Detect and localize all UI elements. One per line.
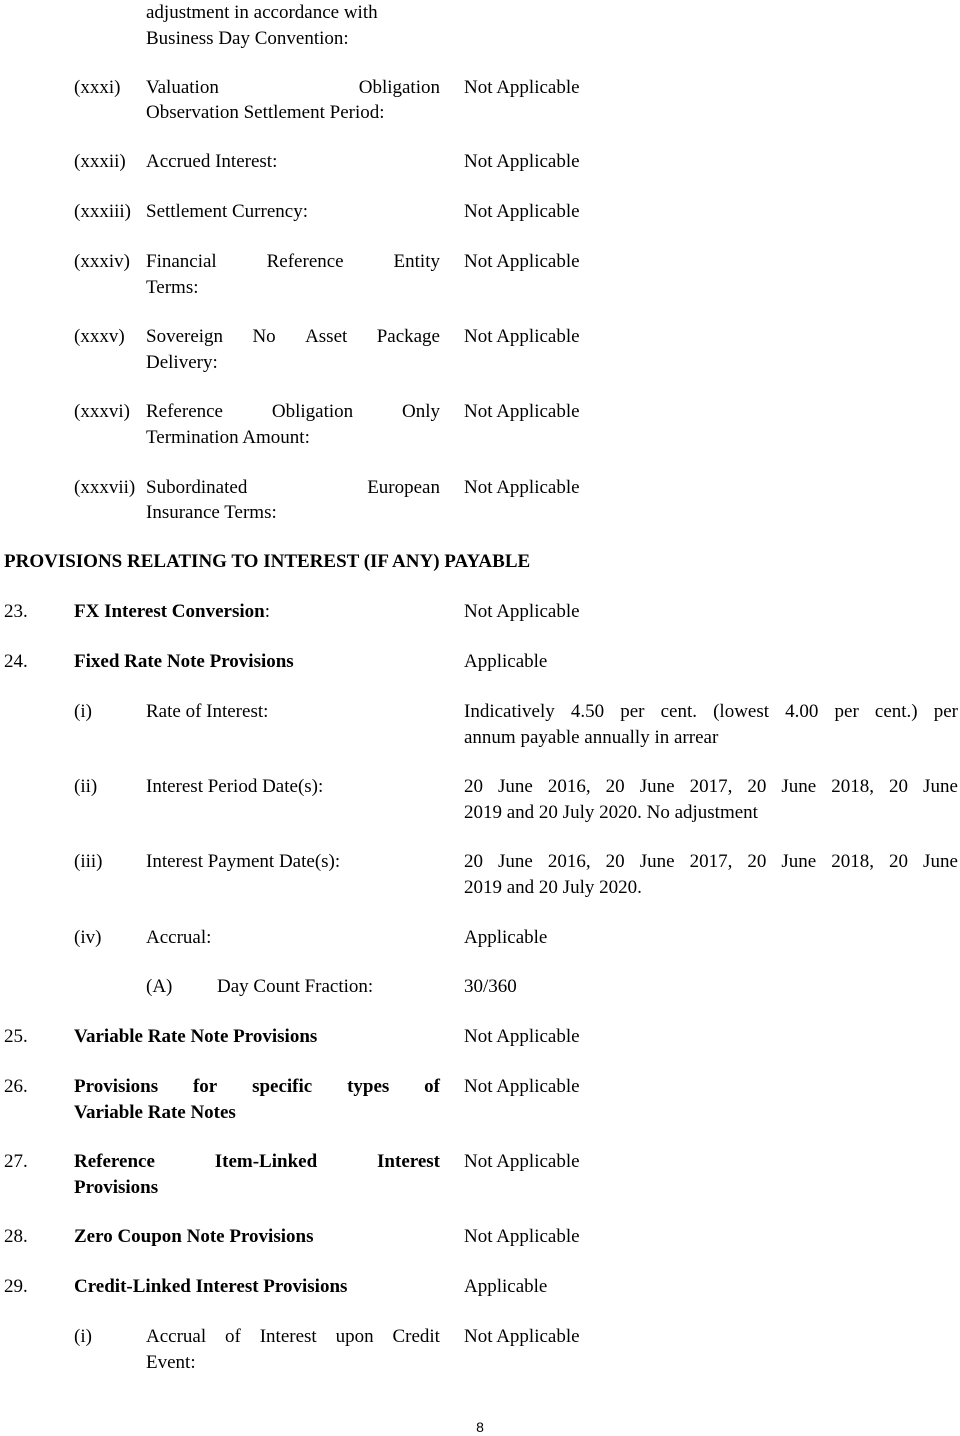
item-number: (xxxvi): [74, 401, 130, 422]
word: June: [639, 776, 675, 797]
word: 20: [464, 851, 483, 872]
word: 2017,: [689, 851, 733, 872]
item-number: 25.: [4, 1026, 28, 1047]
subitem-value: Applicable: [464, 927, 548, 948]
subitem-value-line1: [464, 699, 958, 725]
subitem-value-line2: annum payable annually in arrear: [464, 727, 719, 748]
item-label-line1: [146, 249, 440, 275]
subitem-label: Rate of Interest:: [146, 701, 269, 722]
word: 20: [605, 776, 625, 797]
item-number: 26.: [4, 1076, 28, 1097]
item-label: Accrued Interest:: [146, 151, 278, 172]
word: 20: [605, 851, 625, 872]
word: June: [498, 851, 533, 872]
word: Entity: [393, 251, 440, 272]
label-colon: :: [264, 601, 270, 622]
subitem-number: (i): [74, 701, 92, 722]
item-number: 28.: [4, 1226, 28, 1247]
word: Interest: [259, 1326, 317, 1347]
item-label-line2: Termination Amount:: [146, 427, 310, 448]
word: June: [923, 851, 958, 872]
item-number: 27.: [4, 1151, 28, 1172]
item-label-line1: [146, 399, 440, 425]
word: Only: [402, 401, 440, 422]
word: June: [498, 776, 533, 797]
item-number: (xxxiv): [74, 251, 130, 272]
item-number: 29.: [4, 1276, 28, 1297]
item-label-line2: Provisions: [74, 1177, 159, 1198]
word: 20: [464, 776, 483, 797]
word: types: [347, 1076, 390, 1097]
word: of: [424, 1076, 440, 1097]
word: (lowest: [713, 701, 770, 722]
subitem-label: Accrual:: [146, 927, 212, 948]
item-label: Fixed Rate Note Provisions: [74, 651, 294, 672]
label-bold: FX Interest Conversion: [74, 601, 265, 622]
item-number: 23.: [4, 601, 28, 622]
word: Package: [376, 326, 440, 347]
item-label: Credit-Linked Interest Provisions: [74, 1276, 348, 1297]
word: Credit: [392, 1326, 440, 1347]
item-value: Not Applicable: [464, 151, 580, 172]
subitem-number: (i): [74, 1326, 92, 1347]
item-value: Not Applicable: [464, 201, 580, 222]
subsubitem-number: (A): [146, 976, 173, 997]
item-number: (xxxvii): [74, 477, 136, 498]
item-value: Not Applicable: [464, 477, 580, 498]
subitem-value-line2: 2019 and 20 July 2020.: [464, 877, 642, 898]
item-label-line1: [74, 1074, 440, 1100]
word: Indicatively: [464, 701, 555, 722]
word: No: [252, 326, 276, 347]
word: 20: [747, 851, 767, 872]
word: cent.): [874, 701, 918, 722]
item-label-line1: [146, 475, 440, 501]
subitem-value-line1: [464, 849, 958, 875]
word: 4.50: [570, 701, 605, 722]
word: Reference: [74, 1151, 155, 1172]
item-value: Applicable: [464, 651, 548, 672]
section-heading: PROVISIONS RELATING TO INTEREST (IF ANY) PAYABLE: [4, 551, 531, 572]
subitem-value-line2: 2019 and 20 July 2020. No adjustment: [464, 802, 758, 823]
item-label: Zero Coupon Note Provisions: [74, 1226, 314, 1247]
word: 20: [889, 776, 909, 797]
item-value: Not Applicable: [464, 326, 580, 347]
subitem-number: (ii): [74, 776, 98, 797]
subitem-label: Interest Payment Date(s):: [146, 851, 341, 872]
word: upon: [335, 1326, 374, 1347]
item-label: Settlement Currency:: [146, 201, 308, 222]
item-value: Applicable: [464, 1276, 548, 1297]
subitem-number: (iv): [74, 927, 102, 948]
item-value: Not Applicable: [464, 1076, 580, 1097]
item-label: Variable Rate Note Provisions: [74, 1026, 318, 1047]
item-number: 24.: [4, 651, 28, 672]
word: June: [923, 776, 958, 797]
word: European: [367, 477, 440, 498]
subitem-label: Interest Period Date(s):: [146, 776, 324, 797]
subitem-label-line2: Event:: [146, 1352, 196, 1373]
item-label-line2: Terms:: [146, 277, 199, 298]
word: 4.00: [785, 701, 819, 722]
word: 2018,: [831, 776, 874, 797]
word: Valuation: [146, 77, 219, 98]
word: Asset: [305, 326, 348, 347]
word: per: [620, 701, 645, 722]
item-number: (xxxiii): [74, 201, 131, 222]
word: 2016,: [547, 851, 591, 872]
subitem-value: Not Applicable: [464, 1326, 580, 1347]
word: Item-Linked: [214, 1151, 318, 1172]
word: Sovereign: [146, 326, 224, 347]
word: Financial: [146, 251, 217, 272]
word: adjustment in accordance with: [146, 2, 378, 23]
subsubitem-label: Day Count Fraction:: [217, 976, 374, 997]
item-number: (xxxii): [74, 151, 126, 172]
word: per: [834, 701, 859, 722]
word: Reference: [266, 251, 344, 272]
item-value: Not Applicable: [464, 601, 580, 622]
word: Interest: [377, 1151, 440, 1172]
subsubitem-value: 30/360: [464, 976, 517, 997]
item-label: [74, 599, 270, 625]
word: June: [781, 776, 817, 797]
word: 20: [747, 776, 767, 797]
page-number: 8: [476, 1419, 484, 1435]
item-label-line2: Variable Rate Notes: [74, 1102, 236, 1123]
item-label-line1: [74, 1149, 440, 1175]
item-number: (xxxv): [74, 326, 125, 347]
item-label-line1: [146, 324, 440, 350]
word: 20: [889, 851, 909, 872]
word: Subordinated: [146, 477, 248, 498]
item-value: Not Applicable: [464, 1151, 580, 1172]
word: specific: [252, 1076, 313, 1097]
continuation-line-2: Business Day Convention:: [146, 28, 349, 49]
item-value: Not Applicable: [464, 401, 580, 422]
item-label-line2: Delivery:: [146, 352, 218, 373]
word: for: [192, 1076, 218, 1097]
word: Obligation: [358, 77, 440, 98]
item-value: Not Applicable: [464, 1226, 580, 1247]
word: 2016,: [547, 776, 591, 797]
word: June: [639, 851, 675, 872]
word: of: [225, 1326, 241, 1347]
word: 2018,: [831, 851, 874, 872]
word: cent.: [660, 701, 697, 722]
word: Provisions: [74, 1076, 159, 1097]
item-number: (xxxi): [74, 77, 121, 98]
item-value: Not Applicable: [464, 77, 580, 98]
word: 2017,: [689, 776, 733, 797]
item-value: Not Applicable: [464, 1026, 580, 1047]
continuation-line-1: [146, 0, 440, 26]
item-value: Not Applicable: [464, 251, 580, 272]
word: Reference: [146, 401, 223, 422]
subitem-label-line1: [146, 1324, 440, 1350]
item-label-line1: [146, 75, 440, 101]
word: June: [781, 851, 817, 872]
item-label-line2: Insurance Terms:: [146, 502, 277, 523]
word: per: [933, 701, 958, 722]
subitem-number: (iii): [74, 851, 103, 872]
word: Accrual: [146, 1326, 207, 1347]
word: Obligation: [271, 401, 354, 422]
subitem-value-line1: [464, 774, 958, 800]
item-label-line2: Observation Settlement Period:: [146, 102, 385, 123]
